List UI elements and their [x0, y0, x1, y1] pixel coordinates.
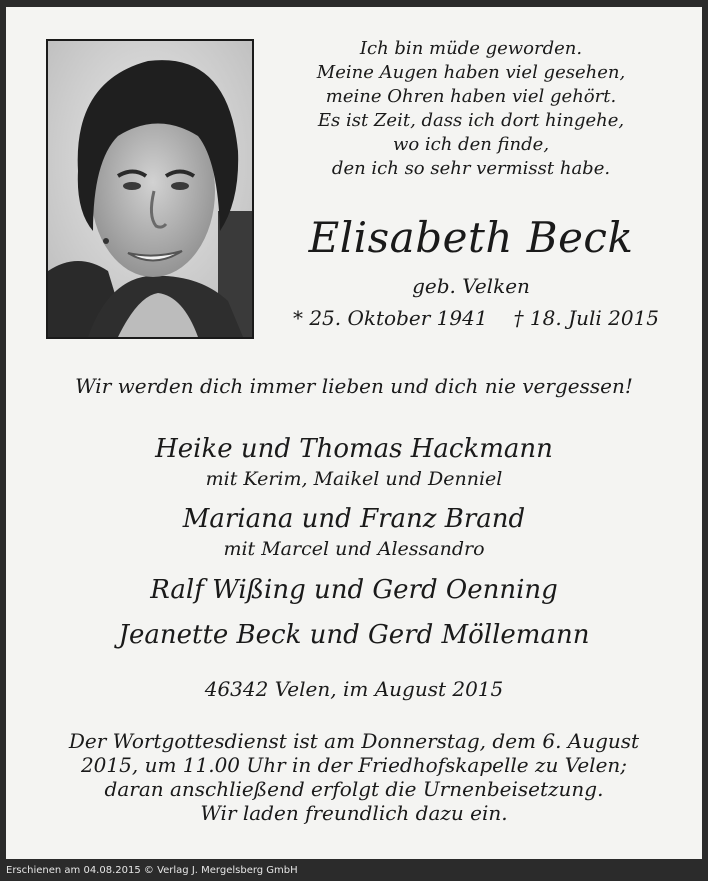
- poem-line: meine Ohren haben viel gehört.: [325, 86, 617, 107]
- family-name: Heike und Thomas Hackmann: [155, 434, 553, 464]
- poem-line: wo ich den finde,: [392, 134, 550, 155]
- service-line: daran anschließend erfolgt die Urnenbeisetzung.: [104, 777, 604, 801]
- obituary-card: [6, 7, 702, 859]
- deceased-name: Elisabeth Beck: [308, 213, 634, 262]
- poem-line: Meine Augen haben viel gesehen,: [316, 62, 626, 83]
- poem-line: Es ist Zeit, dass ich dort hingehe,: [317, 110, 625, 131]
- service-line: Der Wortgottesdienst ist am Donnerstag, dem 6. August: [68, 729, 640, 753]
- service-line: 2015, um 11.00 Uhr in der Friedhofskapelle zu Velen;: [80, 753, 628, 777]
- service-notice: [6, 729, 702, 825]
- portrait-icon: [48, 41, 252, 337]
- motto: Wir werden dich immer lieben und dich nie vergessen!: [75, 374, 633, 398]
- death-date: † 18. Juli 2015: [513, 306, 660, 330]
- family-name: Jeanette Beck und Gerd Möllemann: [118, 620, 590, 650]
- maiden-name: geb. Velken: [412, 274, 530, 298]
- family-name: Ralf Wißing und Gerd Oenning: [150, 575, 558, 605]
- service-line: Wir laden freundlich dazu ein.: [200, 801, 508, 825]
- family-name: Mariana und Franz Brand: [182, 504, 526, 534]
- life-dates: [276, 305, 676, 331]
- poem-line: Ich bin müde geworden.: [359, 38, 583, 59]
- birth-date: * 25. Oktober 1941: [292, 306, 488, 330]
- poem-line: den ich so sehr vermisst habe.: [331, 158, 611, 179]
- family-children: mit Marcel und Alessandro: [223, 538, 485, 560]
- portrait-photo: [46, 39, 254, 339]
- poem: [276, 37, 666, 181]
- family-children: mit Kerim, Maikel und Denniel: [205, 468, 503, 490]
- place-date: 46342 Velen, im August 2015: [204, 677, 504, 701]
- publication-footer: Erschienen am 04.08.2015 © Verlag J. Mergelsberg GmbH: [6, 865, 298, 876]
